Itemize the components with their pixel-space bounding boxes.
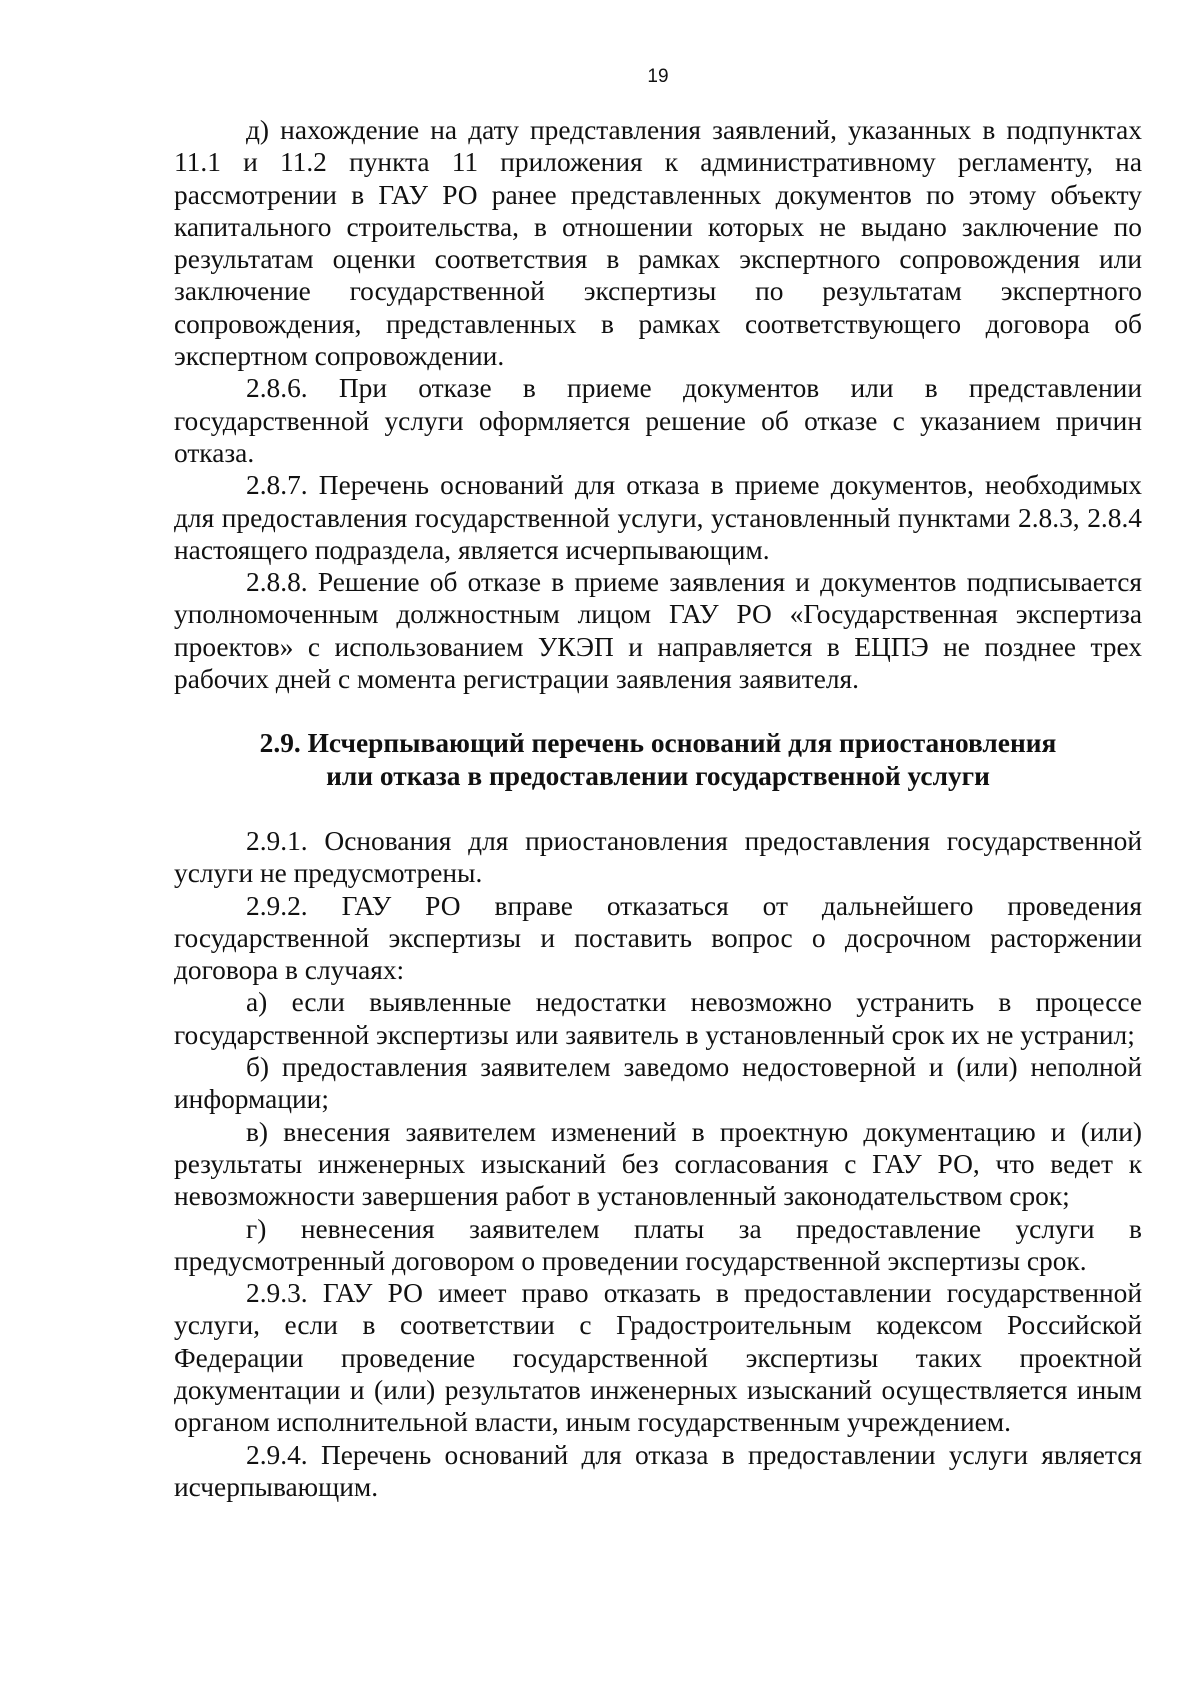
document-body [174, 114, 1142, 1503]
paragraph-item-g: г) невнесения заявителем платы за предоставление услуги в предусмотренный договором о проведении государственной экспертизы срок. [174, 1213, 1142, 1276]
paragraph-item-v: в) внесения заявителем изменений в проектную документацию и (или) результаты инженерных изысканий без согласования с ГАУ РО, что ведет к невозможности завершения работ в установленный законодательством срок; [174, 1116, 1142, 1212]
paragraph-2-8-6: 2.8.6. При отказе в приеме документов или в представлении государственной услуги оформляется решение об отказе с указанием причин отказа. [174, 373, 1142, 468]
paragraph-item-b: б) предоставления заявителем заведомо недостоверной и (или) неполной информации; [174, 1052, 1142, 1115]
section-heading-line-1: 2.9. Исчерпывающий перечень оснований для приостановления [259, 728, 1057, 759]
paragraph-2-9-2: 2.9.2. ГАУ РО вправе отказаться от дальнейшего проведения государственной экспертизы и поставить вопрос о досрочном расторжении договора в случаях: [174, 890, 1142, 986]
paragraph-2-9-3: 2.9.3. ГАУ РО имеет право отказать в предоставлении государственной услуги, если в соответствии с Градостроительным кодексом Российской Федерации проведение государственной экспертизы таких проектной документации и (или) результатов инженерных изысканий осуществляется иным органом исполнительной власти, иным государственным учреждением. [174, 1278, 1142, 1438]
paragraph-item-d: д) нахождение на дату представления заявлений, указанных в подпунктах 11.1 и 11.2 пункта 11 приложения к административному регламенту, на рассмотрении в ГАУ РО ранее представленных документов по этому объекту капитального строительства, в отношении которых не выдано заключение по результатам оценки соответствия в рамках экспертного сопровождения или заключение государственной экспертизы по результатам экспертного сопровождения, представленных в рамках соответствующего договора об экспертном сопровождении. [174, 115, 1142, 372]
section-heading-2-9 [174, 695, 1142, 825]
paragraph-2-8-7: 2.8.7. Перечень оснований для отказа в приеме документов, необходимых для предоставления государственной услуги, установленный пунктами 2.8.3, 2.8.4 настоящего подраздела, является исчерпывающим. [174, 470, 1142, 565]
paragraph-item-a: а) если выявленные недостатки невозможно устранить в процессе государственной экспертизы или заявитель в установленный срок их не устранил; [174, 987, 1142, 1050]
paragraph-2-9-4: 2.9.4. Перечень оснований для отказа в предоставлении услуги является исчерпывающим. [174, 1439, 1142, 1502]
section-heading-line-2: или отказа в предоставлении государственной услуги [326, 760, 990, 791]
paragraph-2-8-8: 2.8.8. Решение об отказе в приеме заявления и документов подписывается уполномоченным должностным лицом ГАУ РО «Государственная экспертиза проектов» с использованием УКЭП и направляется в ЕЦПЭ не позднее трех рабочих дней с момента регистрации заявления заявителя. [174, 567, 1142, 695]
page-number: 19 [647, 66, 669, 87]
paragraph-2-9-1: 2.9.1. Основания для приостановления предоставления государственной услуги не предусмотрены. [174, 825, 1142, 889]
